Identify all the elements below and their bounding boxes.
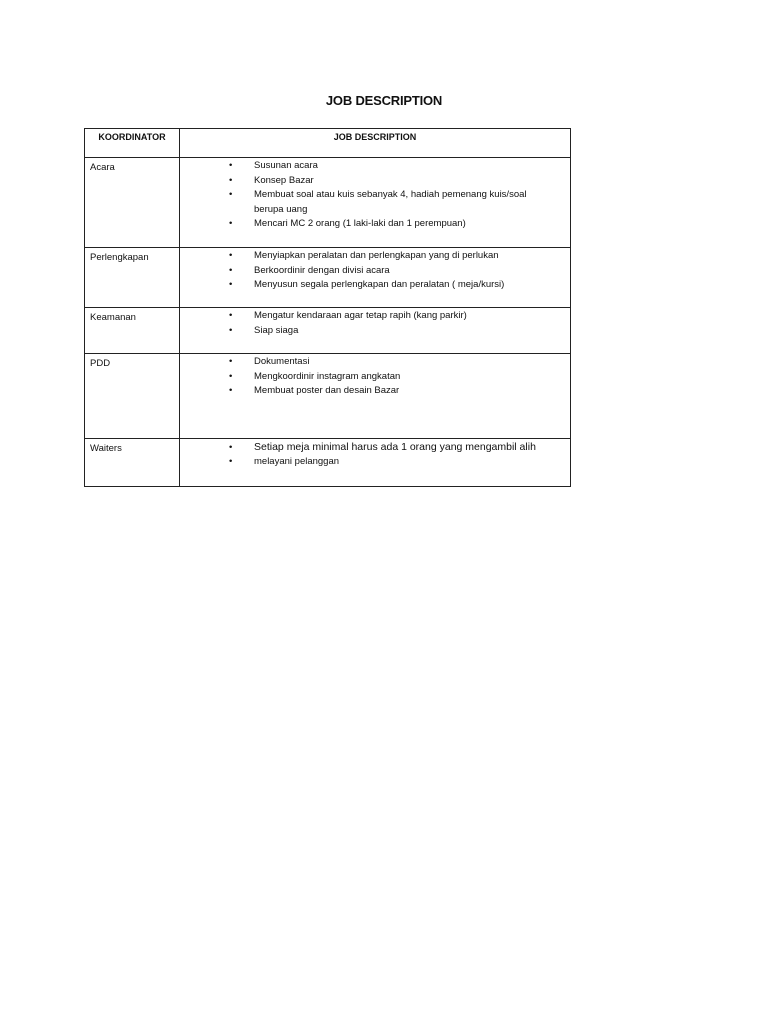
list-item-text: Menyiapkan peralatan dan perlengkapan yang di perlukan — [254, 250, 499, 261]
bullet-icon: • — [229, 456, 233, 467]
bullet-icon: • — [229, 310, 233, 321]
job-list — [180, 440, 570, 470]
bullet-icon: • — [229, 218, 233, 229]
table-row — [85, 248, 571, 308]
koordinator-cell: PDD — [85, 354, 180, 439]
list-item-text: melayani pelanggan — [254, 456, 340, 467]
bullet-icon: • — [229, 385, 233, 396]
job-description-cell — [180, 158, 571, 248]
list-item — [180, 174, 570, 189]
bullet-icon: • — [229, 324, 233, 336]
bullet-icon: • — [229, 189, 233, 200]
bullet-icon: • — [229, 370, 233, 382]
list-item — [180, 159, 570, 174]
bullet-icon: • — [229, 160, 233, 171]
table-row — [85, 158, 571, 248]
list-item — [180, 355, 570, 370]
list-item — [180, 188, 570, 217]
header-job-description: JOB DESCRIPTION — [180, 129, 571, 158]
job-description-table — [84, 128, 571, 487]
job-description-cell — [180, 308, 571, 354]
list-item — [180, 309, 570, 324]
table-row — [85, 308, 571, 354]
bullet-icon: • — [229, 250, 233, 261]
bullet-icon: • — [229, 442, 233, 453]
document-title: JOB DESCRIPTION — [325, 93, 443, 108]
koordinator-cell: Acara — [85, 158, 180, 248]
list-item — [180, 324, 570, 339]
list-item — [180, 249, 570, 264]
job-description-cell — [180, 354, 571, 439]
bullet-icon: • — [229, 264, 233, 276]
list-item — [180, 264, 570, 279]
list-item-text: Membuat poster dan desain Bazar — [254, 385, 400, 396]
job-description-cell — [180, 248, 571, 308]
job-list — [180, 159, 570, 232]
list-item-text: Dokumentasi — [254, 356, 310, 367]
list-item-text: Berkoordinir dengan divisi acara — [254, 264, 390, 276]
table-row — [85, 354, 571, 439]
job-list — [180, 355, 570, 399]
list-item-text: Mencari MC 2 orang (1 laki-laki dan 1 perempuan) — [254, 218, 466, 229]
list-item-text: Mengatur kendaraan agar tetap rapih (kang parkir) — [254, 310, 467, 321]
list-item — [180, 440, 570, 455]
koordinator-cell: Perlengkapan — [85, 248, 180, 308]
list-item — [180, 370, 570, 385]
bullet-icon: • — [229, 279, 233, 290]
koordinator-cell: Keamanan — [85, 308, 180, 354]
list-item-text: Setiap meja minimal harus ada 1 orang yang mengambil alih — [254, 441, 536, 453]
list-item-text: Siap siaga — [254, 324, 299, 336]
bullet-icon: • — [229, 356, 233, 367]
list-item-text: Membuat soal atau kuis sebanyak 4, hadiah pemenang kuis/soal berupa uang — [254, 189, 527, 215]
list-item-text: Konsep Bazar — [254, 174, 314, 186]
list-item-text: Susunan acara — [254, 160, 318, 171]
table-header-row — [85, 129, 571, 158]
list-item — [180, 278, 570, 293]
table-row — [85, 439, 571, 487]
list-item-text: Mengkoordinir instagram angkatan — [254, 370, 401, 382]
job-list — [180, 309, 570, 338]
list-item-text: Menyusun segala perlengkapan dan peralatan ( meja/kursi) — [254, 279, 505, 290]
job-list — [180, 249, 570, 293]
job-description-cell — [180, 439, 571, 487]
koordinator-cell: Waiters — [85, 439, 180, 487]
header-koordinator: KOORDINATOR — [85, 129, 180, 158]
list-item — [180, 217, 570, 232]
list-item — [180, 455, 570, 470]
list-item — [180, 384, 570, 399]
bullet-icon: • — [229, 174, 233, 186]
